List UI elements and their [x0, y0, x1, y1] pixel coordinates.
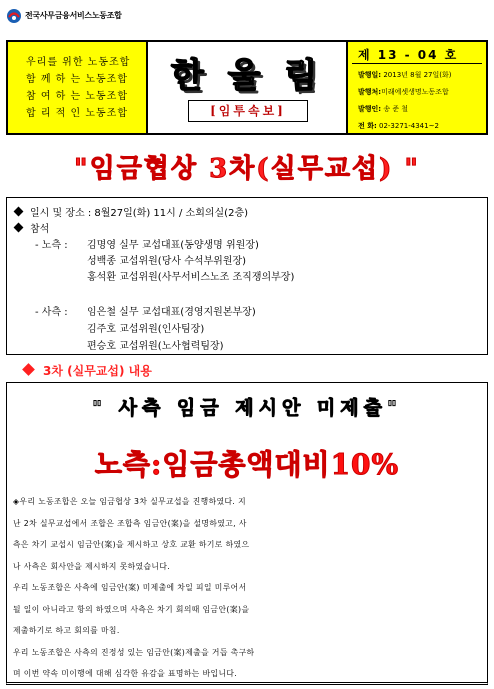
- union-logo: [6, 6, 146, 28]
- date-value: 2013년 8월 27일(화): [383, 71, 452, 79]
- slogan-line: 함 께 하 는 노동조합: [26, 74, 128, 85]
- union-member: 홍석환 교섭위원(사무서비스노조 조직쟁의부장): [87, 272, 295, 283]
- body-line: 측은 차기 교섭시 임금안(案)을 제시하고 상호 교환 하기로 하였으: [13, 540, 250, 549]
- bullet-icon: [14, 207, 24, 217]
- body-line: ◈우리 노동조합은 오늘 임금협상 3차 실무교섭을 진행하였다. 지: [13, 497, 247, 506]
- body-line: 될 일이 아니라고 항의 하였으며 사측은 차기 회의때 임금안(案)을: [13, 604, 250, 614]
- slogan-panel: [8, 42, 148, 133]
- diamond-icon: [22, 363, 35, 376]
- publisher-value: 미래에셋생명노동조합: [381, 88, 449, 96]
- page-title: "임금협상 3차(실무교섭) ": [74, 154, 420, 184]
- section-heading: 3차 (실무교섭) 내용: [22, 362, 152, 379]
- newsletter-header: [6, 40, 488, 135]
- company-member: 임은철 실무 교섭대표(경영지원본부장): [87, 307, 256, 318]
- body-line: 며 이번 약속 미이행에 대해 심각한 유감을 표명하는 바입니다.: [13, 669, 238, 678]
- masthead-title: 한 울 림: [170, 56, 324, 96]
- body-line: 우리 노동조합은 사측의 진정성 있는 임금안(案)제출을 거듭 촉구하: [13, 647, 255, 657]
- publisher-row: 발행처:미래에셋생명노동조합: [358, 88, 449, 96]
- body-line: 나 사측은 회사안을 제시하지 못하였습니다.: [13, 561, 171, 571]
- slogan-line: 합 리 적 인 노동조합: [26, 108, 128, 119]
- meeting-info-box: [6, 197, 488, 355]
- date-row: 발행일: 2013년 8월 27일(화): [358, 71, 452, 79]
- union-logo-icon: [6, 8, 22, 24]
- masthead: [148, 42, 348, 133]
- slogan-line: 참 여 하 는 노동조합: [26, 91, 128, 102]
- org-name: 전국사무금융서비스노동조합: [25, 11, 122, 20]
- divider: [352, 63, 482, 64]
- body-line: 제출하기로 하고 회의를 마침.: [13, 626, 120, 635]
- content-box: [6, 382, 488, 685]
- phone-value: 02-3271-4341~2: [379, 122, 439, 130]
- slogan-line: 우리를 위한 노동조합: [26, 57, 131, 68]
- headline-union-demand: 노측:임금총액대비10%: [94, 448, 400, 481]
- body-line: 난 2차 실무교섭에서 조합은 조합측 임금안(案)을 설명하였고, 사: [13, 518, 247, 528]
- body-text: [13, 491, 483, 685]
- company-member: 편승호 교섭위원(노사협력팀장): [87, 341, 224, 352]
- editor-value: 송 준 철: [383, 105, 409, 113]
- bullet-icon: [14, 223, 24, 233]
- body-line: 우리 노동조합은 사측에 임금안(案) 미제출에 차일 피일 미루어서: [13, 583, 247, 592]
- issue-number: 제 13 - 04 호: [358, 48, 459, 62]
- union-member: 김명영 실무 교섭대표(동양생명 위원장): [87, 240, 259, 251]
- masthead-subtitle: [임투속보]: [188, 100, 308, 122]
- union-member: 성백종 교섭위원(당사 수석부위원장): [87, 256, 247, 267]
- company-member: 김주호 교섭위원(인사팀장): [87, 324, 205, 335]
- editor-row: 발행인: 송 준 철: [358, 105, 409, 113]
- datetime-line: 일시 및 장소 : 8월27일(화) 11시 / 소회의실(2층): [11, 204, 248, 219]
- attendees-heading: 참석: [11, 220, 49, 235]
- phone-row: 전 화: 02-3271-4341~2: [358, 122, 439, 130]
- union-label: - 노측 :: [35, 240, 68, 251]
- company-label: - 사측 :: [35, 307, 68, 318]
- issue-meta-panel: [348, 42, 486, 133]
- headline-company-proposal: " 사측 임금 제시안 미제출": [92, 397, 402, 419]
